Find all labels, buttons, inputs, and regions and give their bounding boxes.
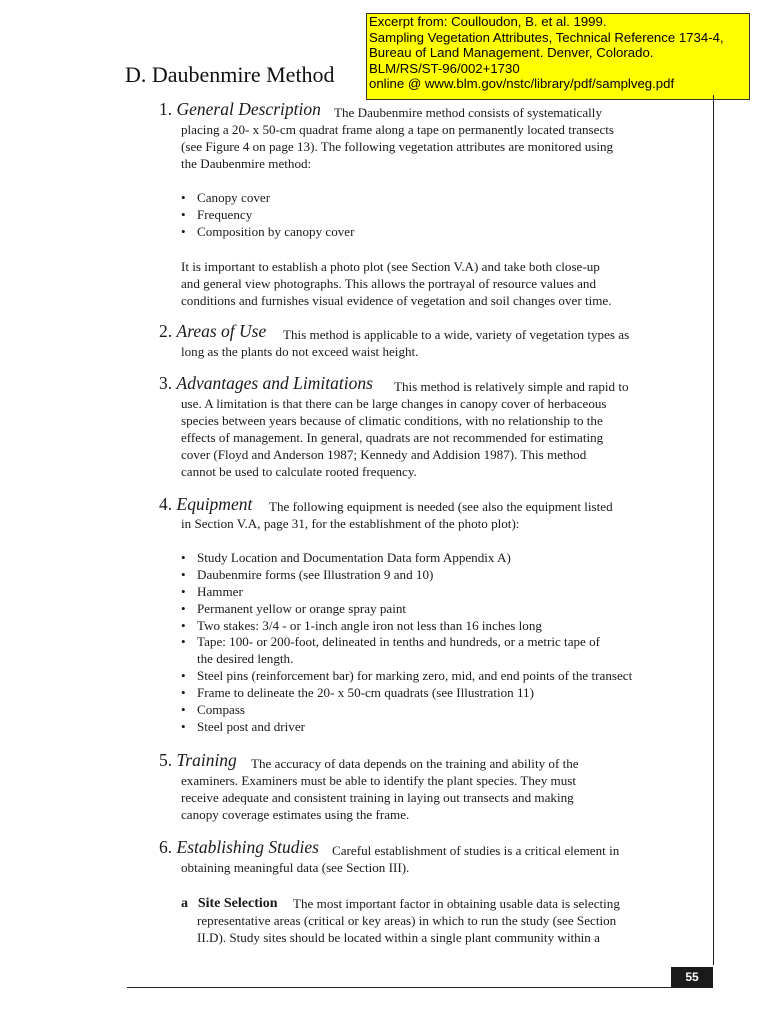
subheading-title: Site Selection xyxy=(197,896,278,911)
text-line: (see Figure 4 on page 13). The following vegetation attributes are monitored using xyxy=(181,138,614,154)
paragraph xyxy=(181,516,681,533)
paragraph xyxy=(181,773,681,824)
heading-establishing-studies xyxy=(159,839,319,856)
paragraph-line xyxy=(394,379,768,396)
heading-areas-of-use xyxy=(159,323,266,340)
text-line: cannot be used to calculate rooted frequency. xyxy=(181,463,417,479)
paragraph-line xyxy=(293,896,768,913)
heading-number: 4. xyxy=(159,494,173,514)
text-line: This method is relatively simple and rapid to xyxy=(394,379,629,394)
bullet-list xyxy=(181,190,681,241)
excerpt-line: BLM/RS/ST-96/002+1730 xyxy=(369,60,520,76)
list-item: • Composition by canopy cover xyxy=(181,224,681,241)
list-item-continuation: the desired length. xyxy=(197,651,294,667)
text-line: The most important factor in obtaining usable data is selecting xyxy=(293,896,620,911)
heading-number: 3. xyxy=(159,373,173,393)
list-item: • Tape: 100- or 200-foot, delineated in tenths and hundreds, or a metric tape of xyxy=(181,634,681,651)
text-line: placing a 20- x 50-cm quadrat frame along a tape on permanently located transects xyxy=(181,122,615,137)
list-item: • Steel pins (reinforcement bar) for marking zero, mid, and end points of the transect xyxy=(181,668,681,685)
list-item: • Frame to delineate the 20- x 50-cm quadrats (see Illustration 11) xyxy=(181,685,681,702)
text-line: representative areas (critical or key areas) in which to run the study (see Section xyxy=(197,913,617,928)
list-item: • Hammer xyxy=(181,584,681,601)
heading-number: 5. xyxy=(159,750,173,770)
paragraph xyxy=(181,122,681,173)
list-item: • Permanent yellow or orange spray paint xyxy=(181,601,681,618)
subheading-site-selection xyxy=(181,895,278,913)
paragraph-line xyxy=(251,756,751,773)
heading-number: 2. xyxy=(159,321,173,341)
heading-general-description xyxy=(159,101,321,118)
text-line: This method is applicable to a wide, variety of vegetation types as xyxy=(283,327,630,342)
text-line: the Daubenmire method: xyxy=(181,155,312,171)
paragraph-line xyxy=(283,327,768,344)
list-item: • Compass xyxy=(181,702,681,719)
subheading-letter: a xyxy=(181,896,188,911)
paragraph xyxy=(181,259,681,310)
page-number: 55 xyxy=(671,967,713,988)
section-title: D. Daubenmire Method xyxy=(125,62,335,87)
paragraph-line xyxy=(269,499,768,516)
heading-title: Equipment xyxy=(176,494,253,514)
excerpt-line: Bureau of Land Management. Denver, Colorado. xyxy=(369,45,654,61)
text-line: species between years because of climatic conditions, with no relationship to the xyxy=(181,412,603,428)
list-item: • Daubenmire forms (see Illustration 9 and 10) xyxy=(181,567,681,584)
list-item: • Frequency xyxy=(181,207,681,224)
paragraph xyxy=(197,913,697,947)
list-item: • Study Location and Documentation Data form Appendix A) xyxy=(181,550,681,567)
heading-title: Establishing Studies xyxy=(176,837,319,857)
text-line: Careful establishment of studies is a critical element in xyxy=(332,843,620,858)
text-line: canopy coverage estimates using the frame. xyxy=(181,806,410,822)
text-line: cover (Floyd and Anderson 1987; Kennedy and Addision 1987). This method xyxy=(181,446,587,462)
text-line: The Daubenmire method consists of systematically xyxy=(334,105,602,120)
paragraph xyxy=(181,396,681,480)
heading-number: 1. xyxy=(159,99,173,119)
text-line: receive adequate and consistent training in laying out transects and making xyxy=(181,789,574,805)
heading-title: Advantages and Limitations xyxy=(176,373,373,393)
text-line: The accuracy of data depends on the training and ability of the xyxy=(251,756,579,771)
heading-advantages-limitations xyxy=(159,375,373,392)
text-line: in Section V.A, page 31, for the establishment of the photo plot): xyxy=(181,516,520,531)
excerpt-line: online @ www.blm.gov/nstc/library/pdf/samplveg.pdf xyxy=(369,76,675,92)
text-line: effects of management. In general, quadrats are not recommended for estimating xyxy=(181,429,604,445)
heading-number: 6. xyxy=(159,837,173,857)
text-line: long as the plants do not exceed waist height. xyxy=(181,344,419,359)
list-item: • Steel post and driver xyxy=(181,719,681,736)
heading-equipment xyxy=(159,496,252,513)
paragraph-line xyxy=(332,843,768,860)
heading-training xyxy=(159,752,237,769)
excerpt-line: Excerpt from: Coulloudon, B. et al. 1999. xyxy=(369,14,607,29)
text-line: II.D). Study sites should be located within a single plant community within a xyxy=(197,929,600,945)
paragraph xyxy=(181,860,681,877)
paragraph xyxy=(181,344,681,361)
text-line: The following equipment is needed (see also the equipment listed xyxy=(269,499,613,514)
heading-title: Areas of Use xyxy=(176,321,267,341)
excerpt-line: Sampling Vegetation Attributes, Technical Reference 1734-4, xyxy=(369,29,724,45)
text-line: and general view photographs. This allows the portrayal of resource values and xyxy=(181,275,596,291)
excerpt-citation-box xyxy=(366,13,750,100)
heading-title: General Description xyxy=(176,99,321,119)
list-item: • Canopy cover xyxy=(181,190,681,207)
heading-title: Training xyxy=(176,750,237,770)
list-item: • Two stakes: 3/4 - or 1-inch angle iron not less than 16 inches long xyxy=(181,618,681,635)
text-line: examiners. Examiners must be able to identify the plant species. They must xyxy=(181,773,577,788)
text-line: It is important to establish a photo plot (see Section V.A) and take both close-up xyxy=(181,259,600,274)
vertical-rule xyxy=(713,95,714,965)
text-line: conditions and furnishes visual evidence of vegetation and soil changes over time. xyxy=(181,292,612,308)
text-line: use. A limitation is that there can be large changes in canopy cover of herbaceous xyxy=(181,396,607,411)
paragraph-line xyxy=(334,105,768,122)
bottom-rule xyxy=(127,987,713,988)
bullet-list xyxy=(181,550,681,736)
text-line: obtaining meaningful data (see Section III). xyxy=(181,860,410,875)
